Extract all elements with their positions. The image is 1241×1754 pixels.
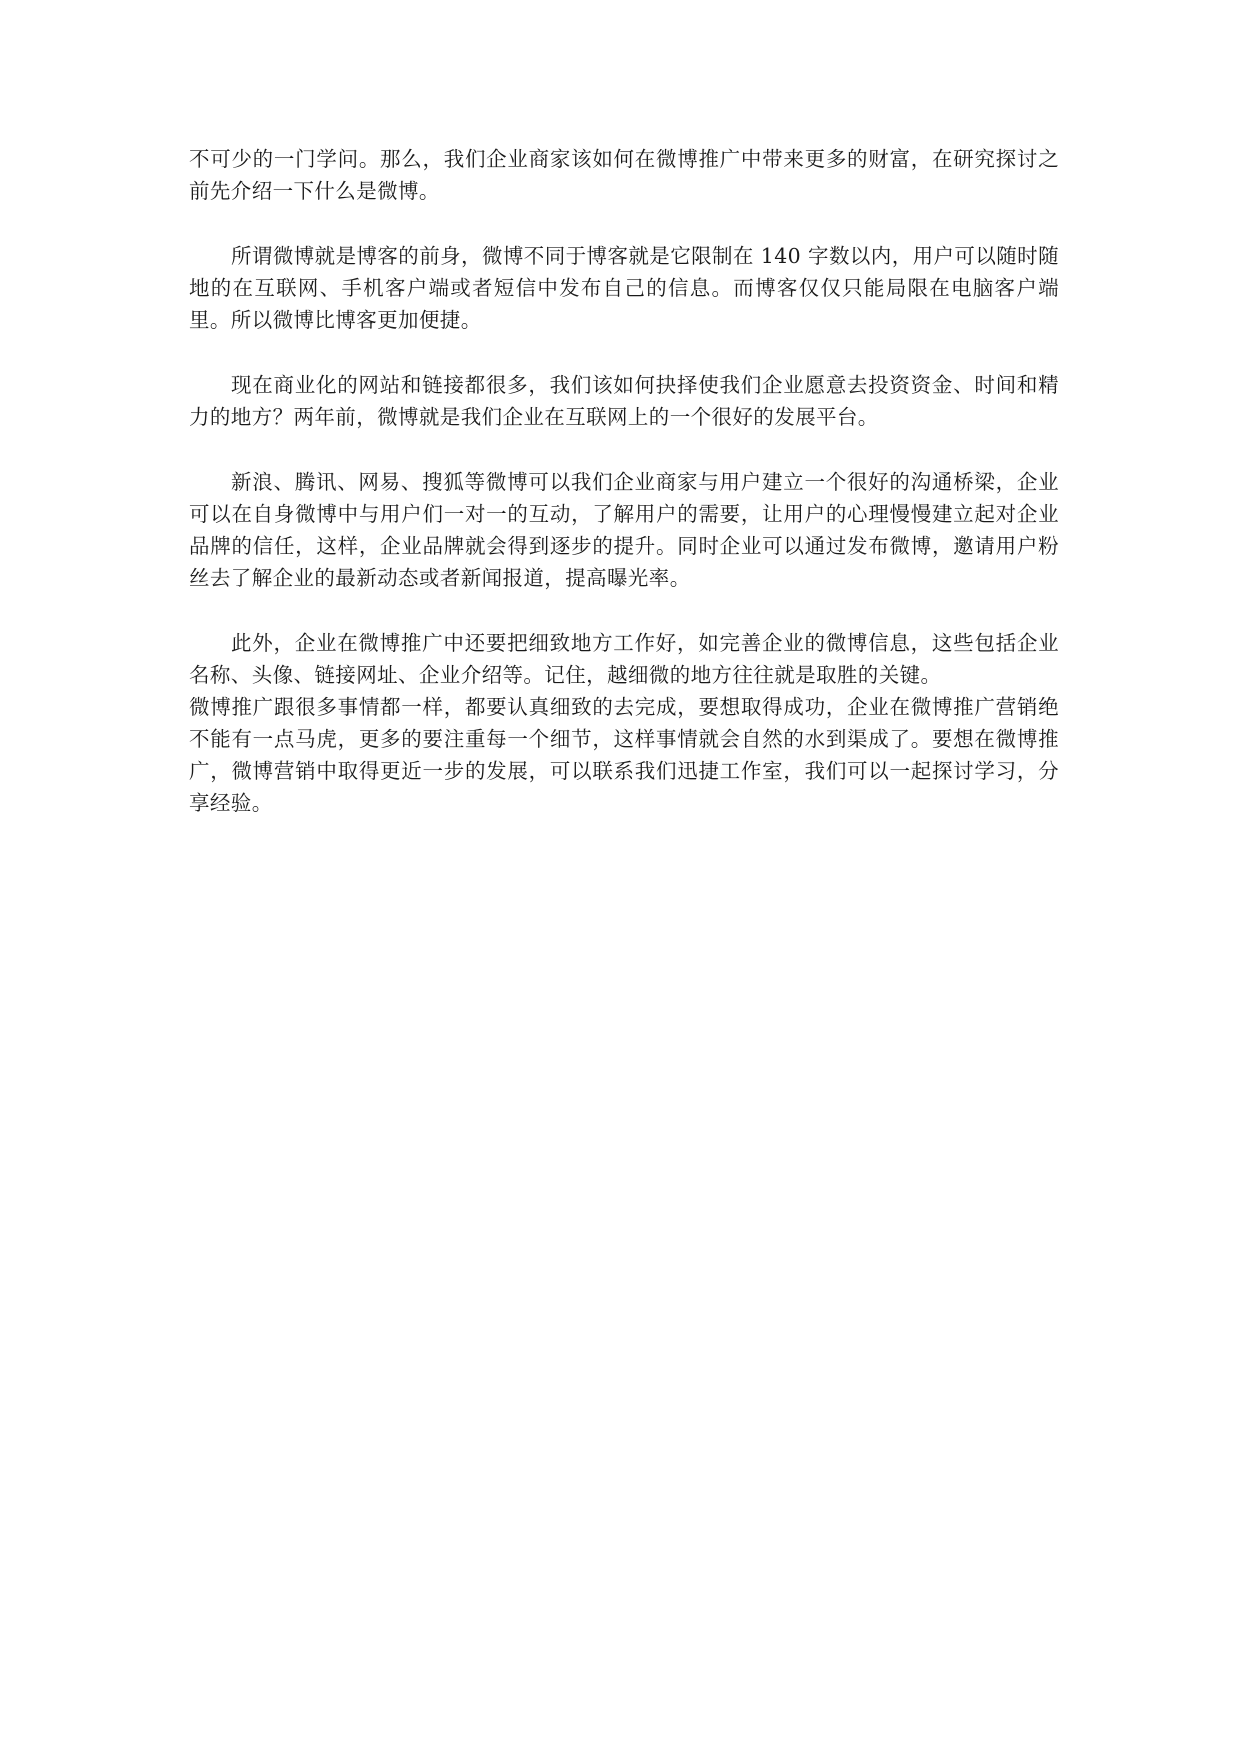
paragraph-details: 此外，企业在微博推广中还要把细致地方工作好，如完善企业的微博信息，这些包括企业名称、头像、链接网址、企业介绍等。记住，越细微的地方往往就是取胜的关键。 — [189, 631, 1059, 687]
document-page — [189, 143, 1059, 852]
paragraph-conclusion: 微博推广跟很多事情都一样，都要认真细致的去完成，要想取得成功，企业在微博推广营销绝不能有一点马虎，更多的要注重每一个细节，这样事情就会自然的水到渠成了。要想在微博推广，微博营销中取得更近一步的发展，可以联系我们迅捷工作室，我们可以一起探讨学习，分享经验。 — [189, 695, 1059, 815]
paragraph-definition: 所谓微博就是博客的前身，微博不同于博客就是它限制在 140 字数以内，用户可以随时随地的在互联网、手机客户端或者短信中发布自己的信息。而博客仅仅只能局限在电脑客户端里。所以微博比博客更加便捷。 — [189, 244, 1059, 332]
paragraph-intro: 不可少的一门学问。那么，我们企业商家该如何在微博推广中带来更多的财富，在研究探讨之前先介绍一下什么是微博。 — [189, 147, 1059, 203]
paragraph-platforms: 新浪、腾讯、网易、搜狐等微博可以我们企业商家与用户建立一个很好的沟通桥梁，企业可以在自身微博中与用户们一对一的互动，了解用户的需要，让用户的心理慢慢建立起对企业品牌的信任，这样，企业品牌就会得到逐步的提升。同时企业可以通过发布微博，邀请用户粉丝去了解企业的最新动态或者新闻报道，提高曝光率。 — [189, 470, 1059, 590]
paragraph-choice: 现在商业化的网站和链接都很多，我们该如何抉择使我们企业愿意去投资资金、时间和精力的地方？两年前，微博就是我们企业在互联网上的一个很好的发展平台。 — [189, 373, 1059, 429]
